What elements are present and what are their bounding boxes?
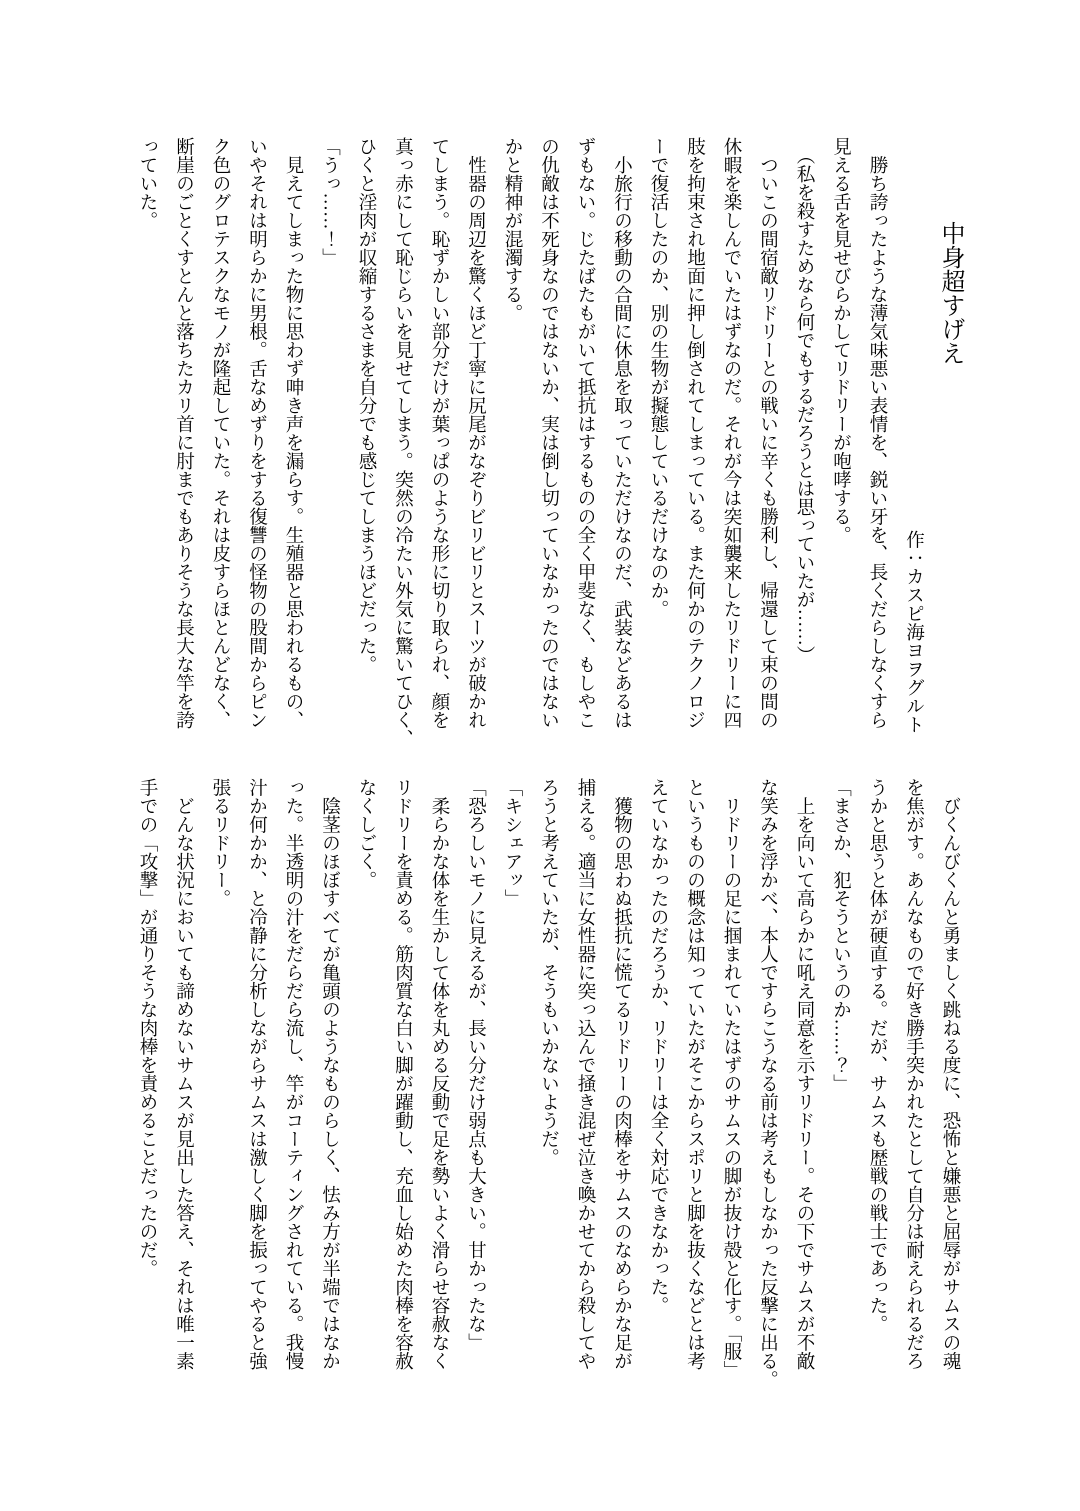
text-line: の仇敵は不死身なのではないか、実は倒し切っていなかったのではない (538, 137, 559, 729)
text-line: （私を殺すためなら何でもするだろうとは思っていたが……） (794, 137, 814, 665)
text-line: 捕える。適当に女性器に突っ込んで掻き混ぜ泣き喚かせてから殺してや (575, 778, 595, 1370)
text-line: うかと思うと体が硬直する。だが、サムスも歴戦の戦士であった。 (867, 778, 887, 1333)
story-block-bottom (129, 778, 969, 1400)
text-line: な笑みを浮かべ、本人ですらこうなる前は考えもしなかった反撃に出る。 (757, 778, 778, 1389)
text-line: っていた。 (137, 137, 157, 230)
text-line: えていなかったのだろうか、リドリーは全く対応できなかった。 (648, 778, 668, 1315)
text-line: というものの概念は知っていたがそこからスポリと脚を抜くなどとは考 (684, 778, 705, 1370)
story-title: 中身超すげえ (937, 221, 963, 365)
text-line: ついこの間宿敵リドリーとの戦いに辛くも勝利し、帰還して束の間の (757, 137, 778, 729)
text-line: 汁か何かか、と冷静に分析しながらサムスは激しく脚を振ってやると強 (246, 778, 267, 1370)
text-line: 「恐ろしいモノに見えるが、長い分だけ弱点も大きい。甘かったな」 (465, 778, 486, 1352)
text-line: いやそれは明らかに男根。舌なめずりをする復讐の怪物の股間からピン (246, 137, 267, 729)
text-line: かと精神が混濁する。 (502, 137, 522, 322)
text-line: 小旅行の移動の合間に休息を取っていただけなのだ、武装などあるは (611, 137, 632, 729)
text-line: 真っ赤にして恥じらいを見せてしまう。突然の冷たい外気に驚いてひく、 (392, 137, 413, 748)
text-line: びくんびくんと勇ましく跳ねる度に、恐怖と嫌悪と屈辱がサムスの魂 (940, 778, 960, 1370)
text-line: 休暇を楽しんでいたはずなのだ。それが今は突如襲来したリドリーに四 (721, 137, 741, 729)
text-line: 「キシェアッ」 (502, 778, 522, 908)
text-line: 陰茎のほぼすべてが亀頭のようなものらしく、怯み方が半端ではなか (319, 778, 340, 1370)
text-line: 勝ち誇ったような薄気味悪い表情を、鋭い牙を、長くだらしなくすら (867, 137, 887, 729)
text-line: てしまう。恥ずかしい部分だけが葉っぱのような形に切り取られ、顔を (429, 137, 449, 729)
text-line: ずもない。じたばたもがいて抵抗はするものの全く甲斐なく、もしやこ (575, 137, 595, 729)
text-line: リドリーの足に掴まれていたはずのサムスの脚が抜け殻と化す。「服」 (721, 778, 741, 1380)
text-line: 断崖のごとくすとんと落ちたカリ首に肘までもありそうな長大な竿を誇 (173, 137, 194, 729)
text-line: を焦がす。あんなもので好き勝手突かれたとして自分は耐えられるだろ (903, 778, 924, 1370)
text-line: 「うっ……！」 (319, 137, 340, 267)
text-line: 見えてしまった物に思わず呻き声を漏らす。生殖器と思われるもの、 (283, 137, 303, 729)
text-line: った。半透明の汁をだらだら流し、竿がコーティングされている。我慢 (283, 778, 303, 1370)
text-line: ひくと淫肉が収縮するさまを自分でも感じてしまうほどだった。 (356, 137, 376, 674)
text-line: 柔らかな体を生かして体を丸める反動で足を勢いよく滑らせ容赦なく (429, 778, 449, 1370)
text-line: 手での「攻撃」が通りそうな肉棒を責めることだったのだ。 (137, 778, 157, 1278)
text-line: 上を向いて高らかに吼え同意を示すリドリー。その下でサムスが不敵 (794, 778, 814, 1370)
text-line: 性器の周辺を驚くほど丁寧に尻尾がなぞりビリビリとスーツが破かれ (465, 137, 486, 729)
text-line: 張るリドリー。 (210, 778, 230, 908)
text-line: 見える舌を見せびらかしてリドリーが咆哮する。 (830, 137, 851, 544)
text-line: ろうと考えていたが、そうもいかないようだ。 (538, 778, 559, 1167)
text-line: どんな状況においても諦めないサムスが見出した答え、それは唯一素 (173, 778, 194, 1370)
text-line: リドリーを責める。筋肉質な白い脚が躍動し、充血し始めた肉棒を容赦 (392, 778, 413, 1370)
text-line: ク色のグロテスクなモノが隆起していた。それは皮すらほとんどなく、 (210, 137, 230, 729)
text-line: なくしごく。 (356, 778, 376, 889)
text-line: 「まさか、犯そうというのか……？」 (830, 778, 851, 1093)
story-block-top (129, 137, 969, 759)
text-line: 獲物の思わぬ抵抗に慌てるリドリーの肉棒をサムスのなめらかな足が (611, 778, 632, 1370)
text-line: ーで復活したのか、別の生物が擬態しているだけなのか。 (648, 137, 668, 618)
story-author: 作：カスピ海ヨヲグルト (903, 530, 924, 734)
text-line: 肢を拘束され地面に押し倒されてしまっている。また何かのテクノロジ (684, 137, 705, 729)
